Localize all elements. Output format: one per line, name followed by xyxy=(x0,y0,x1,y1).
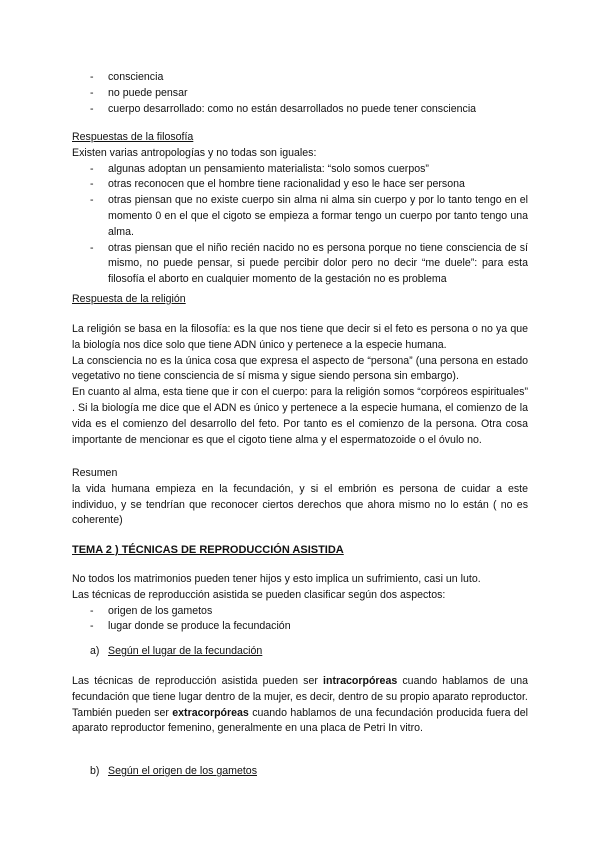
religion-paragraph-3: En cuanto al alma, esta tiene que ir con el cuerpo: para la religión somos “corpóreos espirituales” . Si la biología me dice que el ADN es único y pertenece a la especie humana, el comienzo de la vida es el comienzo del desarrollo del feto. Por tanto es el comienzo de la persona. Otra cosa importante de mencionar es que el cigoto tiene alma y el espermatozoide o el óvulo no. xyxy=(72,386,528,446)
list-item-text: origen de los gametos xyxy=(108,604,213,617)
filosofia-list xyxy=(72,162,528,288)
tema2-paragraph-2: Las técnicas de reproducción asistida se pueden clasificar según dos aspectos: xyxy=(72,588,446,601)
list-item xyxy=(72,619,528,635)
list-item xyxy=(72,102,528,118)
dash-marker: - xyxy=(90,102,94,115)
list-item-text: lugar donde se produce la fecundación xyxy=(108,620,291,633)
subsection-title: Según el origen de los gametos xyxy=(108,765,258,777)
list-item-text: algunas adoptan un pensamiento materialista: “solo somos cuerpos” xyxy=(108,162,429,175)
list-item xyxy=(72,604,528,620)
intracorporeas-term: intracorpóreas xyxy=(323,675,398,687)
intro-list-block xyxy=(72,70,528,117)
tema2-paragraph-1: No todos los matrimonios pueden tener hijos y esto implica un sufrimiento, casi un luto. xyxy=(72,573,481,585)
subsection-b-heading xyxy=(72,764,528,780)
list-item-text: consciencia xyxy=(108,71,164,83)
religion-title: Respuesta de la religión xyxy=(72,293,186,305)
list-item xyxy=(72,241,528,288)
paragraph-text: Las técnicas de reproducción asistida pueden ser xyxy=(72,675,324,687)
list-item-text: otras piensan que no existe cuerpo sin alma ni alma sin cuerpo y por lo tanto tengo en el momento 0 en el que el cigoto se empieza a formar tengo un cuerpo por tanto tengo una alma. xyxy=(108,194,528,238)
list-item-text: otras reconocen que el hombre tiene racionalidad y eso le hace ser persona xyxy=(108,178,465,191)
subsection-a-heading xyxy=(72,644,528,660)
paragraph-text: cuando hablamos de una fecundación producida fuera del aparato reproductor femenino, generalmente en una placa de Petri In vitro. xyxy=(72,706,528,735)
list-item xyxy=(72,70,528,86)
list-item-text: no puede pensar xyxy=(108,86,188,99)
religion-section xyxy=(72,292,528,308)
subsection-letter: a) xyxy=(90,645,100,657)
resumen-text: la vida humana empieza en la fecundación, y si el embrión es persona de cuidar a este individuo, y se tendrían que reconocer ciertos derechos que ahora mismo no lo están ( no es coherente) xyxy=(72,482,528,527)
list-item xyxy=(72,193,528,240)
paragraph-text: cuando hablamos de una fecundación que tiene lugar dentro de la mujer, es decir, dentro de su propio aparato reproductor. xyxy=(72,675,529,703)
intracorporeas-paragraph xyxy=(72,674,528,706)
religion-paragraph-1: La religión se basa en la filosofía: es la que nos tiene que decir si el feto es persona o no ya que la biología nos dice solo que tiene ADN único y pertenece a la especie humana. xyxy=(72,323,528,351)
dash-marker: - xyxy=(90,194,94,207)
list-item xyxy=(72,86,528,102)
religion-paragraph-2: La consciencia no es la única cosa que expresa el aspecto de “persona” (una persona en estado vegetativo no tiene consciencia de sí misma y sigue siendo persona sin embargo). xyxy=(72,354,528,383)
religion-body xyxy=(72,322,528,448)
dash-marker: - xyxy=(90,71,94,83)
list-item-text: otras piensan que el niño recién nacido no es persona porque no tiene consciencia de sí mismo, no puede pensar, si puede percibir dolor pero no decir “me duele”: para esta filosofía el aborto en cualquier momento de la gestación no es problema xyxy=(108,241,528,286)
tema2-aspects-list xyxy=(72,604,528,636)
extracorporeas-term: extracorpóreas xyxy=(172,706,249,719)
filosofia-intro: Existen varias antropologías y no todas son iguales: xyxy=(72,146,317,159)
filosofia-title: Respuestas de la filosofía xyxy=(72,131,194,143)
subsection-a xyxy=(72,644,528,660)
dash-marker: - xyxy=(90,178,94,191)
list-item xyxy=(72,162,528,178)
subsection-b xyxy=(72,764,528,780)
dash-marker: - xyxy=(90,604,94,617)
list-item-text: cuerpo desarrollado: como no están desarrollados no puede tener consciencia xyxy=(108,102,477,115)
dash-marker: - xyxy=(90,241,94,254)
intro-list xyxy=(72,70,528,117)
list-item xyxy=(72,177,528,193)
extracorporeas-paragraph xyxy=(72,706,528,738)
dash-marker: - xyxy=(90,162,94,175)
resumen-section xyxy=(72,466,528,529)
tema2-intro xyxy=(72,572,528,635)
subsection-title: Según el lugar de la fecundación xyxy=(108,645,263,657)
filosofia-section xyxy=(72,130,528,288)
tema2-heading-block xyxy=(72,543,528,559)
dash-marker: - xyxy=(90,86,94,99)
subsection-letter: b) xyxy=(90,765,100,777)
tema2-heading: TEMA 2 ) TÉCNICAS DE REPRODUCCIÓN ASISTIDA xyxy=(72,544,344,556)
fecundacion-body xyxy=(72,674,528,737)
resumen-title: Resumen xyxy=(72,467,118,479)
paragraph-text: También pueden ser xyxy=(72,706,173,719)
dash-marker: - xyxy=(90,620,94,633)
